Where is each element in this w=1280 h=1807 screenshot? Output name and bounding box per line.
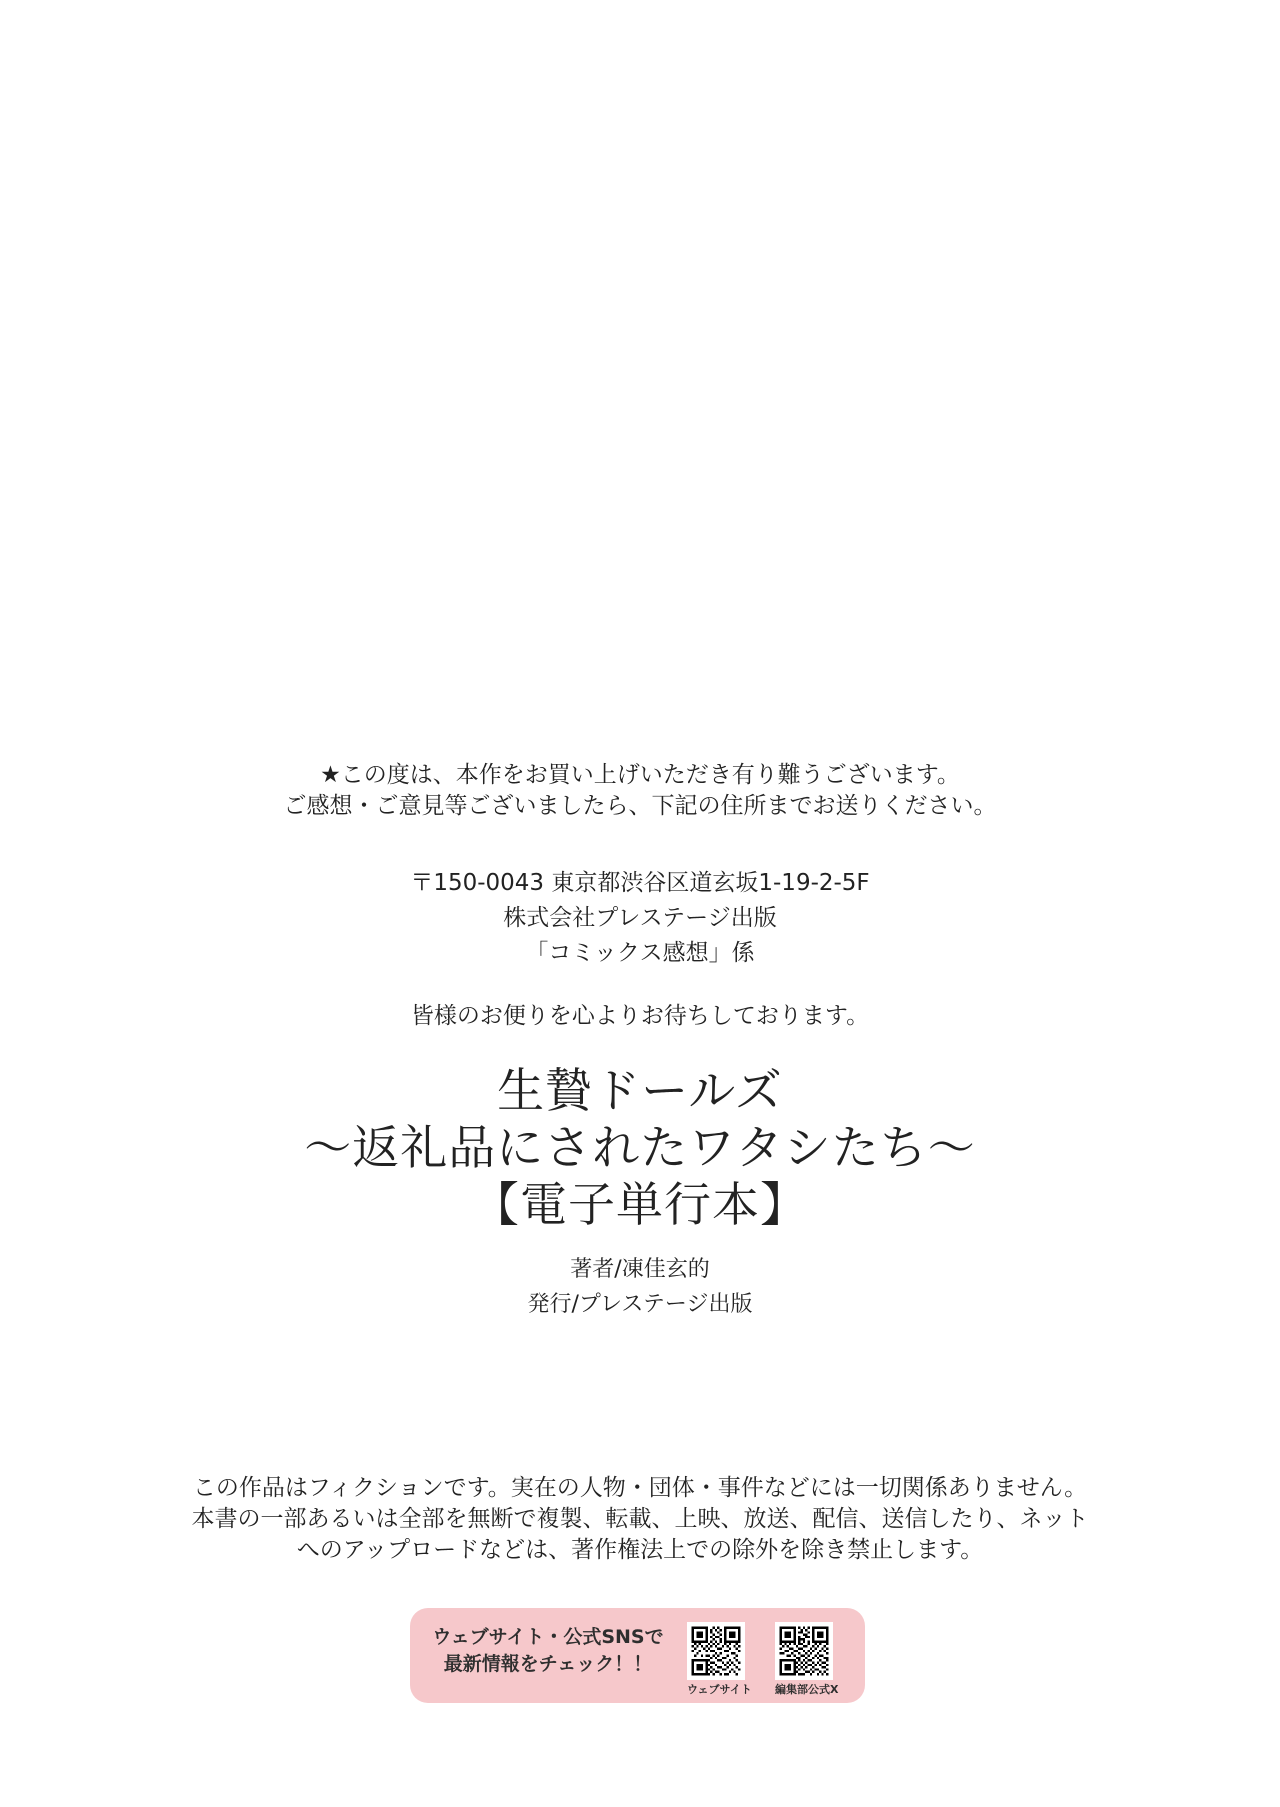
promo-box xyxy=(410,1608,865,1703)
publisher-address xyxy=(0,866,1280,971)
author-credit: 著者/凍佳玄的 xyxy=(570,1257,710,1282)
qr-editorial-x xyxy=(775,1622,839,1697)
authorship xyxy=(0,1252,1280,1322)
address-line-1: 〒150-0043 東京都渋谷区道玄坂1-19-2-5F xyxy=(410,870,870,896)
qr-code-website-icon xyxy=(687,1622,745,1680)
disclaimer-line-2: 本書の一部あるいは全部を無断で複製、転載、上映、放送、配信、送信したり、ネット xyxy=(191,1506,1089,1532)
book-title-line-2: ～返礼品にされたワタシたち～ xyxy=(304,1121,976,1176)
promo-line-2: 最新情報をチェック！！ xyxy=(443,1653,653,1675)
greeting-text xyxy=(0,760,1280,822)
qr-website xyxy=(687,1622,752,1697)
qr-website-label: ウェブサイト xyxy=(687,1683,752,1696)
copyright-disclaimer xyxy=(0,1473,1280,1566)
promo-text xyxy=(420,1624,676,1678)
address-line-2: 株式会社プレステージ出版 xyxy=(503,905,777,931)
disclaimer-line-1: この作品はフィクションです。実在の人物・団体・事件などには一切関係ありません。 xyxy=(192,1475,1088,1501)
qr-editorial-x-label: 編集部公式X xyxy=(775,1683,839,1696)
letters-note: 皆様のお便りを心よりお待ちしております。 xyxy=(410,1003,870,1029)
disclaimer-line-3: へのアップロードなどは、著作権法上での除外を除き禁止します。 xyxy=(296,1537,984,1563)
qr-code-editorial-x-icon xyxy=(775,1622,833,1680)
book-edition: 【電子単行本】 xyxy=(472,1178,808,1233)
book-title-line-1: 生贄ドールズ xyxy=(497,1064,783,1119)
promo-line-1: ウェブサイト・公式SNSで xyxy=(432,1626,664,1648)
publisher-credit: 発行/プレステージ出版 xyxy=(527,1292,753,1317)
greeting-line-2: ご感想・ご意見等ございましたら、下記の住所までお送りください。 xyxy=(283,793,997,819)
address-line-3: 「コミックス感想」係 xyxy=(525,940,755,966)
book-title xyxy=(0,1063,1280,1234)
greeting-line-1: ★この度は、本作をお買い上げいただき有り難うございます。 xyxy=(320,762,960,788)
